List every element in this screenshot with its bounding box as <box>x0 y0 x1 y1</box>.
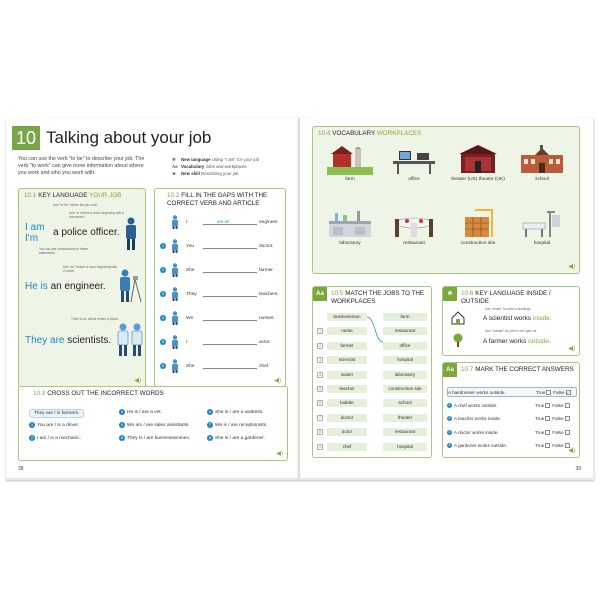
vocabulary-badge: Aa <box>443 363 457 377</box>
vocab-heading: 10.4 VOCABULARY WORKPLACES <box>318 130 422 137</box>
true-label: True <box>535 443 545 448</box>
false-checkbox[interactable] <box>565 430 570 435</box>
workplace-option[interactable]: school <box>383 399 427 407</box>
workplace-option[interactable]: restaurant <box>383 428 427 436</box>
fill-gap-row <box>158 359 284 373</box>
left-page <box>6 118 299 478</box>
note-outside: Use "outside" for jobs in the open air. <box>485 329 538 333</box>
item-number: 9 <box>318 444 322 449</box>
false-checkbox[interactable] <box>565 416 570 421</box>
job-option[interactable]: chef <box>327 443 367 451</box>
laboratory-icon <box>327 209 373 239</box>
true-label: True <box>535 416 545 421</box>
fill-gap-row <box>158 335 284 349</box>
sentence-wrap <box>447 443 507 448</box>
audio-icon[interactable]: ◀) <box>568 264 575 270</box>
true-false-choice <box>536 388 573 398</box>
cross-out-item[interactable] <box>207 435 265 441</box>
key-line-scientists: They are scientists. <box>25 335 112 346</box>
note-a-consonant: Use "a" before a noun beginning with a consonant. <box>69 211 125 219</box>
false-label: False <box>553 390 565 395</box>
match-row <box>317 325 429 337</box>
vocab-tile <box>513 145 571 183</box>
job-text: nurses. <box>259 316 275 321</box>
cross-out-item[interactable] <box>29 422 79 428</box>
cross-out-heading: 10.3 CROSS OUT THE INCORRECT WORDS <box>33 390 164 397</box>
audio-icon[interactable]: ◀) <box>276 451 283 457</box>
inside-outside-heading: 10.6 KEY LANGUAGE INSIDE / OUTSIDE <box>461 290 551 305</box>
job-option[interactable]: actor <box>327 428 367 436</box>
item-number: 8 <box>208 435 212 440</box>
right-page <box>300 118 593 478</box>
vocab-label: office <box>408 177 420 182</box>
item-number: 3 <box>120 409 124 414</box>
sentence-wrap <box>448 390 506 395</box>
restaurant-icon <box>391 209 437 239</box>
item-number: 2 <box>448 416 451 421</box>
sentence-text: A teacher works inside. <box>454 416 502 421</box>
answer-row <box>447 401 577 411</box>
cross-out-item[interactable] <box>119 409 162 415</box>
false-label: False <box>552 416 564 421</box>
audio-icon[interactable]: ◀) <box>568 448 575 454</box>
item-number: 3 <box>318 358 322 363</box>
inside-outside-box <box>442 286 580 356</box>
match-row <box>317 311 429 323</box>
note-inside: Use "inside" for jobs in buildings. <box>485 307 532 311</box>
true-false-choice <box>535 428 572 438</box>
vocab-tile <box>385 209 443 247</box>
item-number: 7 <box>318 415 322 420</box>
true-label: True <box>535 429 545 435</box>
match-row <box>317 426 429 438</box>
workplace-option[interactable]: laboratory <box>383 371 427 379</box>
sentence-wrap <box>447 430 499 435</box>
note-an-vowel: Use "an" before a noun beginning with a vowel. <box>63 265 118 273</box>
true-checkbox[interactable] <box>545 403 550 408</box>
fill-gaps-box <box>154 188 286 388</box>
vocab-tile <box>449 145 507 183</box>
answer-blank[interactable] <box>203 344 257 345</box>
sentence-text: A gardener works outside. <box>454 443 508 448</box>
workplace-option[interactable]: theater <box>383 414 427 422</box>
person-icon <box>169 359 181 373</box>
answer-text: am an <box>217 219 230 224</box>
true-false-choice <box>535 441 572 451</box>
item-number: 5 <box>161 339 165 344</box>
key-language-box <box>18 188 146 388</box>
vocab-box <box>312 126 580 274</box>
inside-line: A scientist works inside. <box>483 315 552 322</box>
person-icon <box>169 263 181 277</box>
key-language-heading: 10.1 KEY LANGUAGE YOUR JOB <box>24 192 122 199</box>
job-option[interactable]: builder <box>327 399 367 407</box>
sentence-text: You are / is a driver. <box>37 423 80 428</box>
true-checkbox[interactable] <box>545 443 550 448</box>
vocab-label: farm <box>345 177 355 182</box>
false-label: False <box>552 443 564 448</box>
note-plural: There is no article before a plural. <box>71 317 119 321</box>
subject-text: We <box>186 316 194 321</box>
cross-out-item[interactable] <box>119 422 190 428</box>
false-label: False <box>552 429 564 435</box>
office-icon <box>391 145 437 175</box>
answer-row <box>447 441 577 451</box>
legend <box>172 156 259 177</box>
key-line-police: I am I'm <box>25 222 45 244</box>
vocab-tile <box>385 145 443 183</box>
audio-icon[interactable]: ◀) <box>568 346 575 352</box>
vocabulary-badge: Aa <box>313 287 327 301</box>
item-number: 3 <box>448 429 451 434</box>
workplace-option[interactable]: office <box>383 342 427 350</box>
sentence-text: We is / are receptionists. <box>215 423 268 428</box>
job-text: actor. <box>259 340 271 345</box>
item-number: 1 <box>448 402 451 407</box>
vocab-label: theater (US) theatre (UK) <box>451 177 505 182</box>
item-number: 5 <box>120 435 124 440</box>
cross-out-example: They are / is farmers. <box>29 409 84 418</box>
item-number: 6 <box>318 401 322 406</box>
answer-blank[interactable] <box>203 219 257 225</box>
vocab-label: construction site <box>460 241 496 246</box>
person-icon <box>169 287 181 301</box>
police-officer-icon <box>121 217 141 251</box>
fill-gap-row <box>158 287 284 301</box>
note-contractions: You can use contractions for these statements. <box>39 247 88 255</box>
vocab-label: school <box>535 177 549 182</box>
vocab-tile <box>513 209 571 247</box>
fill-gap-row <box>158 263 284 277</box>
correct-answers-box <box>442 362 580 458</box>
job-option[interactable]: nurse <box>327 327 367 335</box>
job-option[interactable]: businessman <box>327 313 367 321</box>
item-number: 1 <box>30 422 34 427</box>
cross-out-item[interactable] <box>119 435 190 441</box>
match-row <box>317 441 429 453</box>
note-to-be: Use "to be" before the job noun. <box>53 203 99 207</box>
cross-out-item[interactable] <box>207 409 264 415</box>
sentence-text: She is / are a waitress. <box>215 410 264 415</box>
match-row <box>317 354 429 366</box>
subject-text: I <box>186 220 188 225</box>
outside-line: A farmer works outside. <box>483 338 551 345</box>
workplace-option[interactable]: construction site <box>383 385 427 393</box>
job-text: farmer. <box>259 268 274 273</box>
fill-gaps-heading: 10.2 FILL IN THE GAPS WITH THE CORRECT VERB AND ARTICLE <box>167 192 268 207</box>
vocab-tile <box>449 209 507 247</box>
sentence-wrap <box>447 403 497 408</box>
item-number: 5 <box>318 387 322 391</box>
job-option[interactable]: scientist <box>327 356 367 364</box>
match-row <box>317 397 429 409</box>
subject-text: They <box>186 292 197 297</box>
vocabulary-icon: Aa <box>172 164 178 169</box>
farm-icon <box>327 145 373 175</box>
false-checkbox[interactable] <box>565 403 570 408</box>
cross-out-item[interactable] <box>207 422 267 428</box>
correct-answers-heading: 10.7 MARK THE CORRECT ANSWERS <box>461 366 574 373</box>
page-number-left: 38 <box>18 466 24 472</box>
item-number: 8 <box>318 430 322 435</box>
audio-icon[interactable]: ◀) <box>134 378 141 384</box>
job-text: teachers. <box>259 292 279 297</box>
sentence-text: We am / are sales assistants. <box>127 423 190 428</box>
answer-blank[interactable] <box>203 320 257 321</box>
match-row <box>317 369 429 381</box>
answer-blank[interactable] <box>203 296 257 297</box>
sentence-text: A hairdresser works outside. <box>448 390 506 395</box>
vocab-label: laboratory <box>339 241 361 246</box>
sentence-text: She is / are a gardener. <box>215 436 265 441</box>
legend-item-new-language: ✲ New language Using "I am" for your job <box>172 157 260 162</box>
sentence-text: A chef works outside. <box>454 402 498 408</box>
true-checkbox[interactable] <box>545 430 550 435</box>
job-text: doctor. <box>259 244 274 249</box>
true-label: True <box>535 402 545 408</box>
fill-gap-row <box>158 215 284 229</box>
item-number: 2 <box>318 343 322 348</box>
sentence-wrap <box>447 416 501 421</box>
item-number: 1 <box>161 243 165 248</box>
answer-blank[interactable] <box>203 272 257 273</box>
cross-out-item[interactable] <box>29 435 81 441</box>
sentence-text: A doctor works inside. <box>454 429 499 435</box>
vocab-label: hospital <box>533 241 551 246</box>
house-icon <box>451 311 465 325</box>
theater-icon <box>455 145 501 175</box>
item-number: 6 <box>161 363 165 368</box>
item-number: 4 <box>318 372 322 377</box>
match-box <box>312 286 432 458</box>
answer-row <box>447 428 577 438</box>
unit-number: 10 <box>12 126 40 150</box>
book-spread <box>6 118 594 480</box>
key-line-police-rest: a police officer. <box>53 227 120 238</box>
audio-icon[interactable]: ◀) <box>274 378 281 384</box>
gear-icon: ✲ <box>172 157 176 162</box>
true-label: True <box>536 390 546 395</box>
person-icon <box>169 311 181 325</box>
subject-text: She <box>186 268 195 273</box>
sentence-text: I am / is a mechanic. <box>37 436 81 441</box>
hospital-icon <box>519 209 565 239</box>
scientists-icon <box>115 323 145 357</box>
subject-text: You <box>186 244 195 249</box>
legend-item-vocabulary: Aa Vocabulary Jobs and workplaces <box>172 164 247 169</box>
job-option[interactable]: teacher <box>327 385 367 393</box>
subject-text: She <box>186 364 195 369</box>
answer-row <box>447 414 577 424</box>
workplace-option[interactable]: farm <box>383 313 427 321</box>
job-option[interactable]: farmer <box>327 342 367 350</box>
sentence-text: They is / are businesswomen. <box>127 436 191 441</box>
star-icon: ★ <box>172 171 176 176</box>
match-heading: 10.5 MATCH THE JOBS TO THE WORKPLACES <box>331 290 425 305</box>
workplace-option[interactable]: hospital <box>383 356 427 364</box>
fill-gap-row <box>158 311 284 325</box>
answer-blank[interactable] <box>203 368 257 369</box>
match-row <box>317 340 429 352</box>
true-checkbox[interactable] <box>545 416 550 421</box>
person-icon <box>169 335 181 349</box>
item-number: 4 <box>161 315 165 320</box>
job-option[interactable]: doctor <box>327 414 367 422</box>
person-icon <box>169 215 181 229</box>
vocab-tile <box>321 209 379 247</box>
item-number: 7 <box>208 422 212 427</box>
item-number: 3 <box>161 291 165 296</box>
answer-blank[interactable] <box>203 248 257 249</box>
tree-icon <box>451 333 465 347</box>
job-option[interactable]: waiter <box>327 371 367 379</box>
answer-row <box>447 387 577 397</box>
page-number-right: 39 <box>575 466 581 472</box>
person-icon <box>169 239 181 253</box>
item-number: 2 <box>161 267 165 272</box>
fill-gap-row <box>158 239 284 253</box>
sentence-text: He is / are a vet. <box>127 410 162 415</box>
false-checkbox[interactable]: ✓ <box>566 390 570 396</box>
job-text: engineer. <box>259 220 279 225</box>
true-false-choice <box>535 414 572 424</box>
engineer-icon <box>115 269 143 303</box>
item-number: 4 <box>448 443 451 448</box>
true-checkbox[interactable] <box>546 390 551 395</box>
workplace-option[interactable]: hospital <box>383 443 427 451</box>
match-row <box>317 383 429 395</box>
item-number: 6 <box>208 409 212 414</box>
intro-text: You can use the verb "to be" to describe your job. The verb "to work" can give more information about where you work and who you work with. <box>18 156 145 176</box>
item-number: 2 <box>30 435 34 440</box>
key-line-engineer: He is an engineer. <box>25 281 106 292</box>
match-row <box>317 412 429 424</box>
item-number: 4 <box>120 422 124 427</box>
subject-text: I <box>186 340 188 345</box>
legend-item-new-skill: ★ New skill Describing your job <box>172 171 239 176</box>
unit-title: Talking about your job <box>46 128 212 147</box>
job-text: chef. <box>259 364 270 369</box>
grammar-badge: ✲ <box>443 287 457 301</box>
construction-site-icon <box>455 209 501 239</box>
cross-out-box <box>18 386 288 461</box>
vocab-tile <box>321 145 379 183</box>
workplace-option[interactable]: restaurant <box>383 327 427 335</box>
school-icon <box>519 145 565 175</box>
vocab-label: restaurant <box>403 241 425 246</box>
true-false-choice <box>535 401 572 411</box>
false-label: False <box>552 402 564 408</box>
item-number: 1 <box>318 329 322 334</box>
